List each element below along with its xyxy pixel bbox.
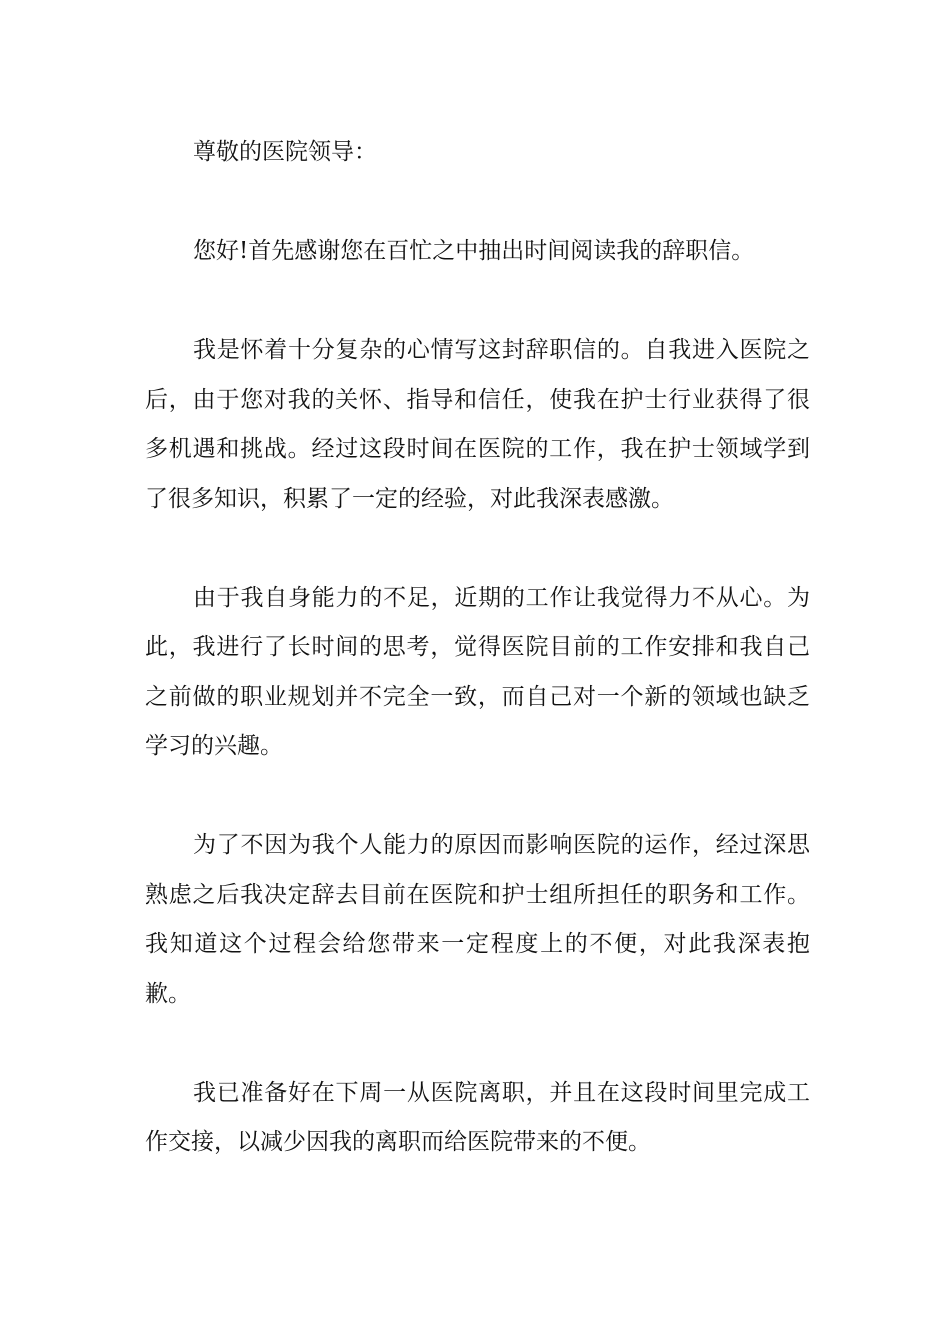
- letter-paragraph: 由于我自身能力的不足，近期的工作让我觉得力不从心。为此，我进行了长时间的思考，觉得医院目前的工作安排和我自己之前做的职业规划并不完全一致，而自己对一个新的领域也缺乏学习的兴趣。: [145, 584, 810, 759]
- letter-paragraph: 为了不因为我个人能力的原因而影响医院的运作，经过深思熟虑之后我决定辞去目前在医院和护士组所担任的职务和工作。我知道这个过程会给您带来一定程度上的不便，对此我深表抱歉。: [145, 832, 810, 1007]
- resignation-letter: [145, 128, 810, 1168]
- letter-paragraph: 我是怀着十分复杂的心情写这封辞职信的。自我进入医院之后，由于您对我的关怀、指导和信任，使我在护士行业获得了很多机遇和挑战。经过这段时间在医院的工作，我在护士领域学到了很多知识，积累了一定的经验，对此我深表感激。: [145, 337, 810, 512]
- letter-paragraph: 您好!首先感谢您在百忙之中抽出时间阅读我的辞职信。: [193, 238, 755, 264]
- letter-paragraph: 我已准备好在下周一从医院离职，并且在这段时间里完成工作交接，以减少因我的离职而给医院带来的不便。: [145, 1079, 810, 1155]
- letter-salutation: 尊敬的医院领导：: [193, 139, 377, 165]
